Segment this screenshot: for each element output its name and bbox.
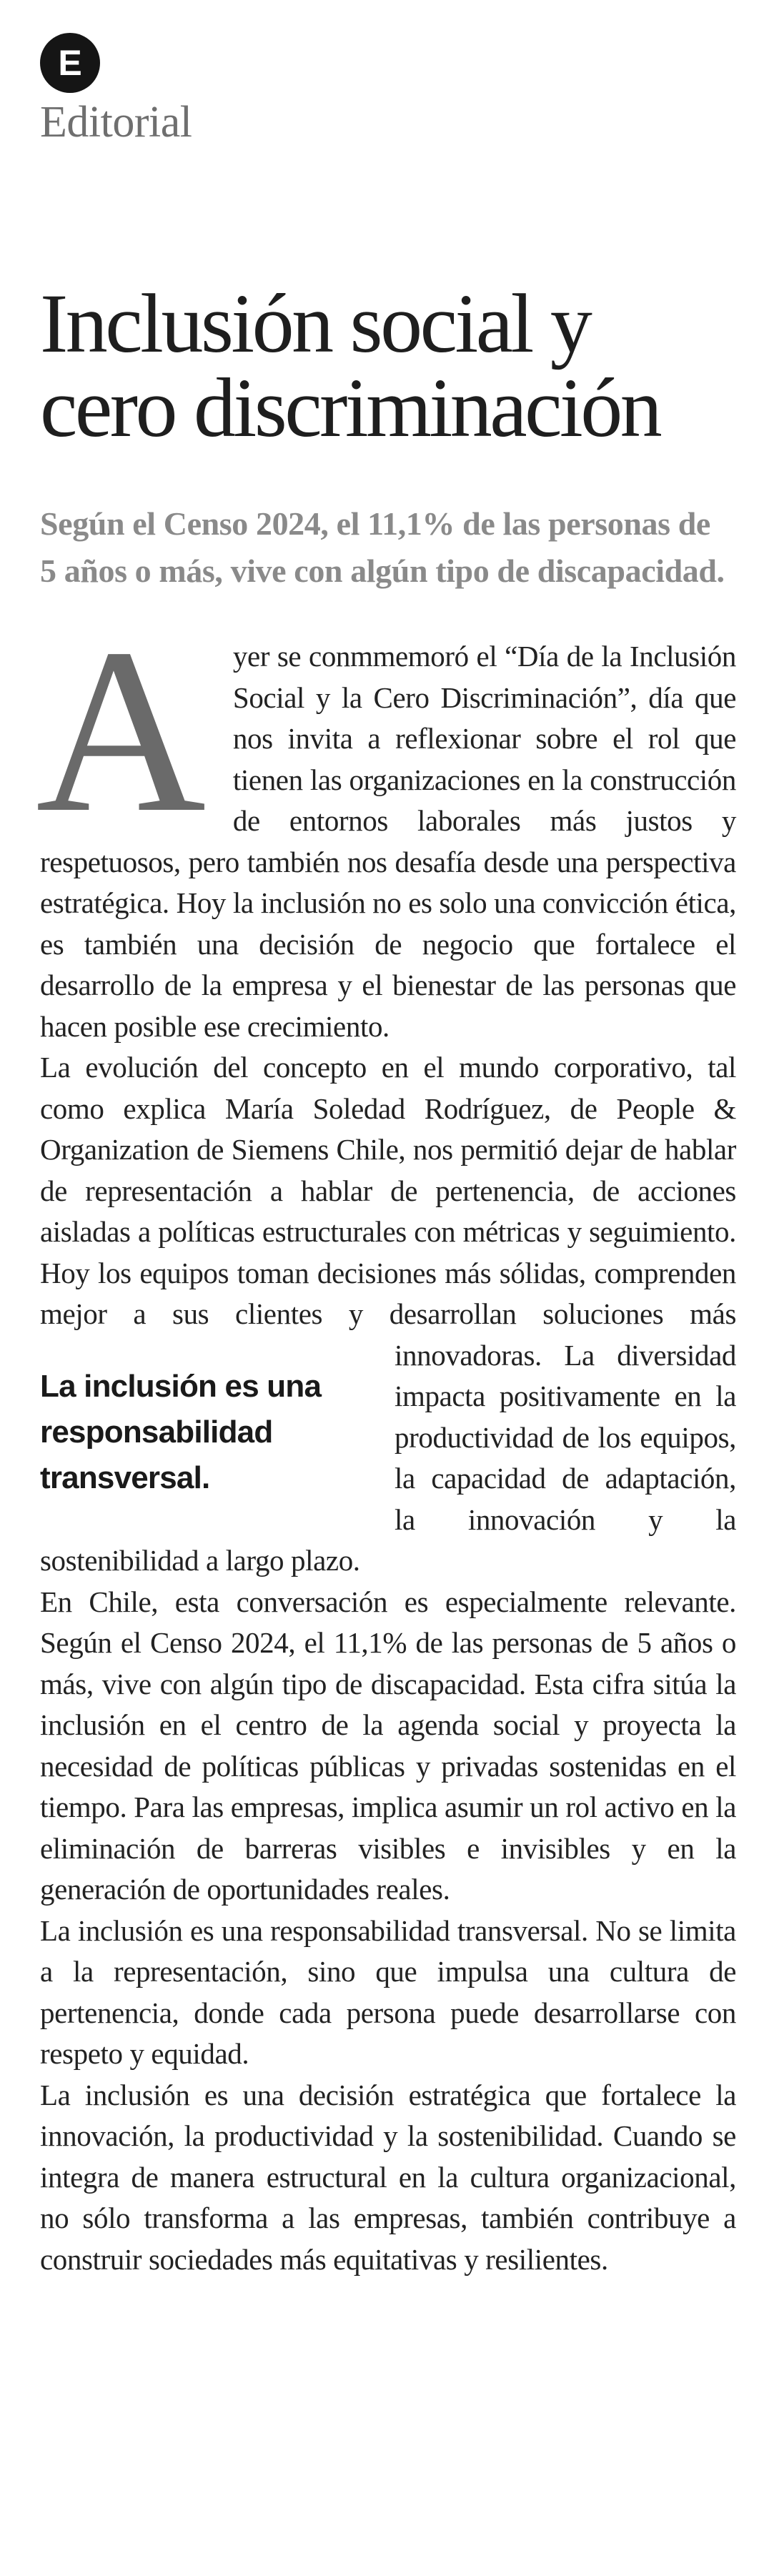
article-paragraph-1: yer se conmmemoró el “Día de la Inclusión Social y la Cero Discriminación”, día que nos invita a reflexionar sobre el rol que tienen las organizaciones en la construcción de entornos laborales más justos y respetuosos, pero también nos desafía desde una perspectiva estratégica. Hoy la inclusión no es solo una convicción ética, es también una decisión de negocio que fortalece el desarrollo de la empresa y el bienestar de las personas que hacen posible ese crecimiento. — [40, 640, 736, 1043]
article-paragraph-2 — [40, 1047, 736, 1582]
section-badge-letter: E — [58, 43, 82, 83]
article-paragraph-4: La inclusión es una responsabilidad transversal. No se limita a la representación, sino que impulsa una cultura de pertenencia, donde cada persona puede desarrollarse con respeto y equidad. — [40, 1913, 736, 2070]
article-subtitle: Según el Censo 2024, el 11,1% de las personas de 5 años o más, vive con algún tipo de discapacidad. — [40, 505, 725, 589]
editorial-page — [36, 33, 739, 2280]
pull-quote: La inclusión es una responsabilidad transversal. — [40, 1368, 322, 1495]
article-paragraph-5: La inclusión es una decisión estratégica que fortalece la innovación, la productividad y la sostenibilidad. Cuando se integra de manera estructural en la cultura organizacional, no sólo transforma a las empresas, también contribuye a construir sociedades más equitativas y resilientes. — [40, 2078, 736, 2276]
article-paragraph-3: En Chile, esta conversación es especialmente relevante. Según el Censo 2024, el 11,1% de las personas de 5 años o más, vive con algún tipo de discapacidad. Esta cifra sitúa la inclusión en el centro de la agenda social y proyecta la necesidad de políticas públicas y privadas sostenidas en el tiempo. Para las empresas, implica asumir un rol activo en la eliminación de barreras visibles e invisibles y en la generación de oportunidades reales. — [40, 1585, 736, 1906]
drop-cap: A — [36, 600, 206, 861]
article-paragraph-2-continued: La diversidad impacta positivamente en la productividad de los equipos, la capacidad de adaptación, la innovación y la sostenibilidad a largo plazo. — [40, 1338, 736, 1577]
article-paragraph-2-text: La evolución del concepto en el mundo corporativo, tal como explica María Soledad Rodríguez, de People & Organization de Siemens Chile, nos permitió dejar de hablar de representación a hablar de pertenencia, de acciones aisladas a políticas estructurales con métricas y seguimiento. Hoy los equipos toman decisiones más sólidas, comprenden mejor a sus clientes y desarrollan soluciones más innovadoras. — [40, 1051, 736, 1372]
section-label: Editorial — [40, 98, 192, 147]
article-body — [36, 600, 736, 2280]
article-title: Inclusión social y cero discriminación — [40, 277, 660, 455]
section-badge — [40, 33, 100, 93]
